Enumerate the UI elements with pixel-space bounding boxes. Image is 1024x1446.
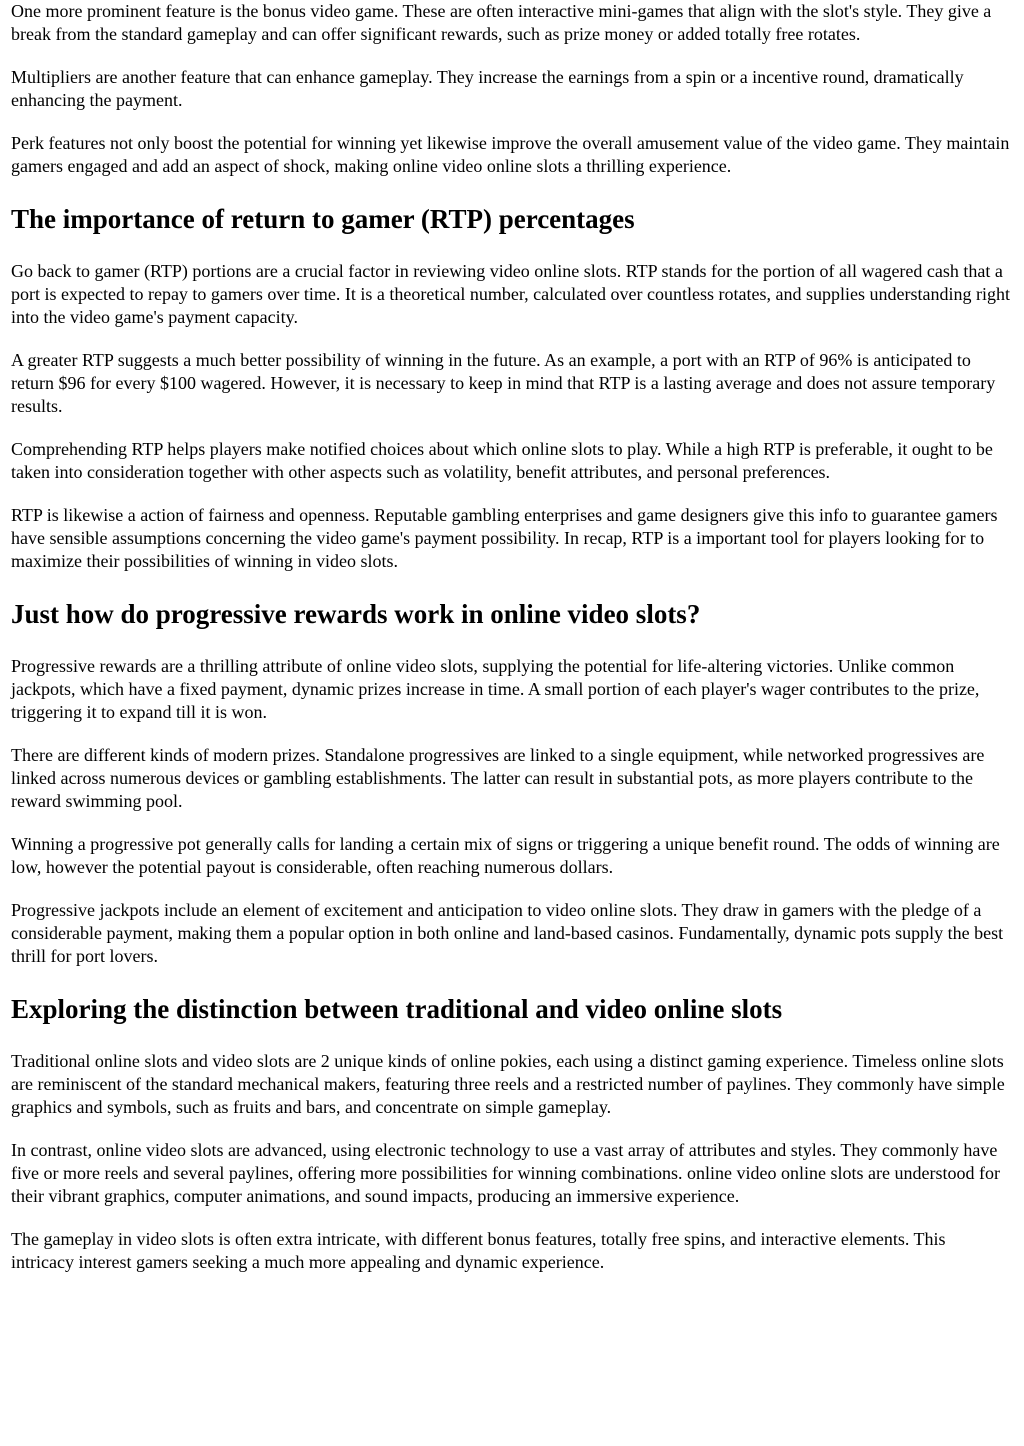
section-paragraph: Comprehending RTP helps players make notified choices about which online slots to play. While a high RTP is preferable, it ought to be taken into consideration together with other aspects such as volatility, benefit attributes, and personal preferences.: [11, 439, 993, 482]
intro-paragraph-3: Perk features not only boost the potential for winning yet likewise improve the overall amusement value of the video game. They maintain gamers engaged and add an aspect of shock, making online video online slots a thrilling experience.: [11, 133, 1010, 176]
section-heading-traditional-vs-video: Exploring the distinction between traditional and video online slots: [11, 994, 783, 1024]
intro-paragraph-1: One more prominent feature is the bonus video game. These are often interactive mini-games that align with the slot's style. They give a break from the standard gameplay and can offer significant rewards, such as prize money or added totally free rotates.: [11, 1, 992, 44]
section-paragraph: There are different kinds of modern prizes. Standalone progressives are linked to a single equipment, while networked progressives are linked across numerous devices or gambling establishments. The latter can result in substantial pots, as more players contribute to the reward swimming pool.: [11, 745, 985, 811]
section-paragraph: Go back to gamer (RTP) portions are a crucial factor in reviewing video online slots. RTP stands for the portion of all wagered cash that a port is expected to repay to gamers over time. It is a theoretical number, calculated over countless rotates, and supplies understanding right into the video game's payment capacity.: [11, 261, 1010, 327]
section-paragraph: Progressive rewards are a thrilling attribute of online video slots, supplying the potential for life-altering victories. Unlike common jackpots, which have a fixed payment, dynamic prizes increase in time. A small portion of each player's wager contributes to the prize, triggering it to expand till it is won.: [11, 656, 980, 722]
section-paragraph: Progressive jackpots include an element of excitement and anticipation to video online slots. They draw in gamers with the pledge of a considerable payment, making them a popular option in both online and land-based casinos. Fundamentally, dynamic pots supply the best thrill for port lovers.: [11, 900, 1004, 966]
section-paragraph: Traditional online slots and video slots are 2 unique kinds of online pokies, each using a distinct gaming experience. Timeless online slots are reminiscent of the standard mechanical makers, featuring three reels and a restricted number of paylines. They commonly have simple graphics and symbols, such as fruits and bars, and concentrate on simple gameplay.: [11, 1051, 1005, 1117]
section-paragraph: A greater RTP suggests a much better possibility of winning in the future. As an example, a port with an RTP of 96% is anticipated to return $96 for every $100 wagered. However, it is necessary to keep in mind that RTP is a lasting average and does not assure temporary results.: [11, 350, 996, 416]
section-paragraph: Winning a progressive pot generally calls for landing a certain mix of signs or triggering a unique benefit round. The odds of winning are low, however the potential payout is considerable, often reaching numerous dollars.: [11, 834, 1000, 877]
intro-paragraph-2: Multipliers are another feature that can enhance gameplay. They increase the earnings from a spin or a incentive round, dramatically enhancing the payment.: [11, 67, 964, 110]
section-heading-rtp: The importance of return to gamer (RTP) percentages: [11, 204, 635, 234]
section-paragraph: In contrast, online video slots are advanced, using electronic technology to use a vast array of attributes and styles. They commonly have five or more reels and several paylines, offering more possibilities for winning combinations. online video online slots are understood for their vibrant graphics, computer animations, and sound impacts, producing an immersive experience.: [11, 1140, 1000, 1206]
section-paragraph: RTP is likewise a action of fairness and openness. Reputable gambling enterprises and game designers give this info to guarantee gamers have sensible assumptions concerning the video game's payment possibility. In recap, RTP is a important tool for players looking for to maximize their possibilities of winning in video slots.: [11, 505, 998, 571]
section-paragraph: The gameplay in video slots is often extra intricate, with different bonus features, totally free spins, and interactive elements. This intricacy interest gamers seeking a much more appealing and dynamic experience.: [11, 1229, 946, 1272]
section-heading-progressive: Just how do progressive rewards work in online video slots?: [11, 599, 701, 629]
